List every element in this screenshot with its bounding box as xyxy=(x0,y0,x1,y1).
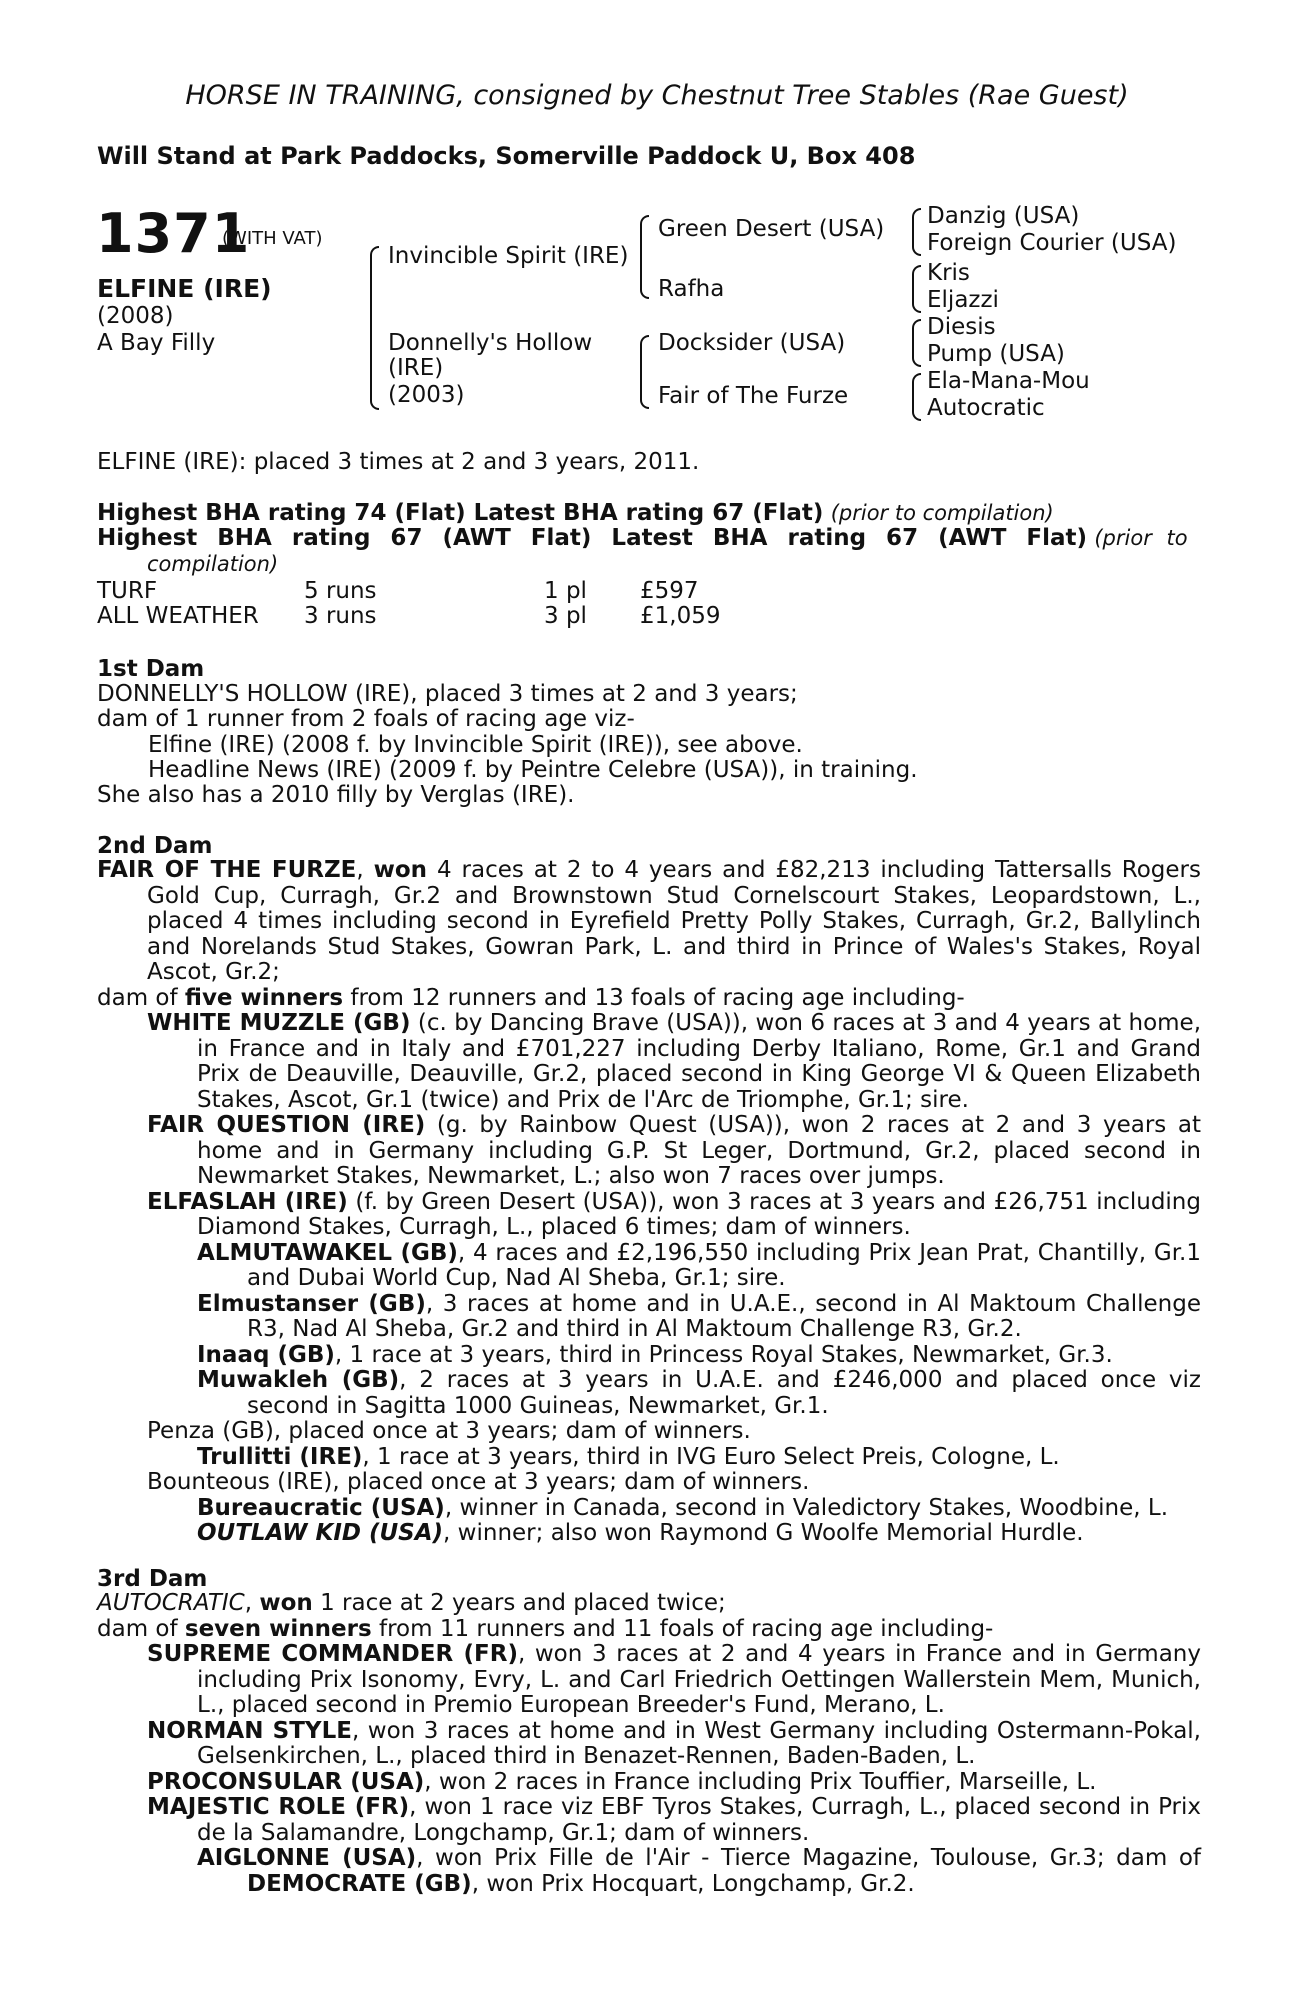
horse-description: A Bay Filly xyxy=(97,330,216,356)
won-label: won xyxy=(259,1590,313,1616)
produce-entry xyxy=(97,1795,1201,1846)
record-placed: 1 pl xyxy=(544,578,587,604)
dam-name: AUTOCRATIC xyxy=(97,1590,245,1616)
produce-entry xyxy=(97,1190,1201,1241)
produce-entry xyxy=(97,1292,1201,1343)
second-dam-produce xyxy=(97,986,1201,1012)
pedigree-ssd: Foreign Courier (USA) xyxy=(927,230,1177,256)
produce-entry xyxy=(97,1113,1201,1190)
produce-name: AIGLONNE (USA) xyxy=(197,1845,417,1871)
first-dam-line: DONNELLY'S HOLLOW (IRE), placed 3 times at 2 and 3 years; xyxy=(97,681,798,707)
third-dam-heading: 3rd Dam xyxy=(97,1566,208,1592)
dam-record-text: 1 race at 2 years and placed twice; xyxy=(312,1590,726,1616)
produce-text: Bounteous (IRE), placed once at 3 years; dam of winners. xyxy=(147,1469,810,1495)
produce-count: seven winners xyxy=(184,1615,372,1642)
produce-name: Trullitti (IRE) xyxy=(197,1443,363,1470)
race-summary: ELFINE (IRE): placed 3 times at 2 and 3 years, 2011. xyxy=(97,449,700,475)
produce-entry xyxy=(97,1343,1201,1369)
produce-entry xyxy=(97,1419,1201,1445)
record-surface: TURF xyxy=(97,578,158,604)
pedigree-brace-1 xyxy=(912,208,921,256)
produce-entry xyxy=(97,1846,1201,1897)
record-earnings: £1,059 xyxy=(640,603,721,629)
produce-text: , winner; also won Raymond G Woolfe Memorial Hurdle. xyxy=(443,1520,1084,1546)
produce-name: DEMOCRATE (GB) xyxy=(247,1870,472,1897)
produce-name: Inaaq (GB) xyxy=(197,1341,335,1368)
rating-awt-text: Highest BHA rating 67 (AWT Flat) Latest BHA rating 67 (AWT Flat) xyxy=(97,525,1088,551)
produce-suffix: from 11 runners and 11 foals of racing age including- xyxy=(371,1615,994,1642)
vat-label: (WITH VAT) xyxy=(222,228,323,249)
pedigree-dds: Ela-Mana-Mou xyxy=(927,368,1090,394)
produce-entry xyxy=(97,1642,1201,1719)
produce-name: Bureaucratic (USA) xyxy=(197,1494,445,1521)
dam-record-text: 4 races at 2 to 4 years and £82,213 including Tattersalls Rogers Gold Cup, Curragh, Gr.2 and Brownstown Stud Cornelscourt Stakes, Leopardstown, L., placed 4 times including second in Eyrefield Pretty Polly Stakes, Curragh, Gr.2, Ballylinch and Norelands Stud Stakes, Gowran Park, L. and third in Prince of Wales's Stakes, Royal Ascot, Gr.2; xyxy=(147,857,1201,985)
pedigree-sss: Danzig (USA) xyxy=(927,203,1080,229)
produce-text: Penza (GB), placed once at 3 years; dam of winners. xyxy=(147,1418,751,1444)
produce-text: , winner in Canada, second in Valedictory Stakes, Woodbine, L. xyxy=(444,1494,1169,1521)
third-dam-section xyxy=(97,1591,1201,1897)
first-dam-line: She also has a 2010 filly by Verglas (IRE). xyxy=(97,782,575,808)
produce-entry xyxy=(97,1770,1201,1796)
produce-entry xyxy=(97,1521,1201,1547)
pedigree-brace-4 xyxy=(912,373,921,421)
produce-text: (f. by Green Desert (USA)), won 3 races at 3 years and £26,751 including Diamond Stakes, Curragh, L., placed 6 times; dam of winners. xyxy=(197,1188,1201,1240)
produce-text: , won 3 races at 2 and 4 years in France and in Germany including Prix Isonomy, Evry, L. and Carl Friedrich Oettingen Wallerstein Mem, Munich, L., placed second in Premio European Breeder's Fund, Merano, L. xyxy=(197,1641,1201,1718)
pedigree-dam-dam: Fair of The Furze xyxy=(658,383,849,409)
produce-name: PROCONSULAR (USA) xyxy=(147,1768,425,1795)
produce-entry xyxy=(97,1496,1201,1522)
produce-entry xyxy=(97,1241,1201,1292)
record-placed: 3 pl xyxy=(544,603,587,629)
first-dam-heading: 1st Dam xyxy=(97,656,205,682)
produce-name: Muwakleh (GB) xyxy=(197,1367,400,1393)
second-dam-heading: 2nd Dam xyxy=(97,833,213,859)
produce-suffix: from 12 runners and 13 foals of racing age including- xyxy=(343,984,965,1011)
pedigree-brace-3 xyxy=(912,319,921,367)
pedigree-ddd: Autocratic xyxy=(927,395,1045,421)
lot-number: 1371 xyxy=(96,202,251,265)
catalogue-title: HORSE IN TRAINING, consigned by Chestnut Tree Stables (Rae Guest) xyxy=(185,80,1129,111)
produce-text: , won Prix Fille de l'Air - Tierce Magazine, Toulouse, Gr.3; dam of xyxy=(416,1845,1202,1871)
produce-text: (c. by Dancing Brave (USA)), won 6 races at 3 and 4 years at home, in France and in Italy and £701,227 including Derby Italiano, Rome, Gr.1 and Grand Prix de Deauville, Deauville, Gr.2, placed second in King George VI & Queen Elizabeth Stakes, Ascot, Gr.1 (twice) and Prix de l'Arc de Triomphe, Gr.1; sire. xyxy=(197,1010,1202,1113)
first-dam-line: dam of 1 runner from 2 foals of racing age viz- xyxy=(97,706,635,732)
produce-entry xyxy=(97,1445,1201,1471)
record-surface: ALL WEATHER xyxy=(97,603,259,629)
pedigree-sdd: Eljazzi xyxy=(927,287,999,313)
pedigree-dam-country: (IRE) xyxy=(388,355,444,381)
third-dam-produce xyxy=(97,1617,1201,1643)
record-runs: 5 runs xyxy=(304,578,377,604)
pedigree-brace-dam xyxy=(640,335,649,409)
first-dam-foal: Headline News (IRE) (2009 f. by Peintre Celebre (USA)), in training. xyxy=(148,757,918,783)
produce-entry xyxy=(97,1470,1201,1496)
pedigree-dam-year: (2003) xyxy=(388,382,465,408)
horse-name: ELFINE (IRE) xyxy=(97,274,272,303)
produce-name: Elmustanser (GB) xyxy=(197,1290,426,1317)
rating-flat-note: (prior to compilation) xyxy=(830,501,1054,525)
produce-name: WHITE MUZZLE (GB) xyxy=(147,1010,411,1036)
produce-entry xyxy=(97,1368,1201,1419)
rating-awt-note: (prior to compilation) xyxy=(147,526,1188,576)
record-runs: 3 runs xyxy=(304,603,377,629)
produce-text: , 4 races and £2,196,550 including Prix Jean Prat, Chantilly, Gr.1 and Dubai World Cup, Nad Al Sheba, Gr.1; sire. xyxy=(247,1239,1201,1291)
produce-name: MAJESTIC ROLE (FR) xyxy=(147,1794,410,1820)
third-dam-record: AUTOCRATIC, won 1 race at 2 years and placed twice; xyxy=(97,1590,726,1616)
produce-entry xyxy=(97,1719,1201,1770)
produce-text: , won Prix Hocquart, Longchamp, Gr.2. xyxy=(471,1870,915,1897)
produce-text: , won 2 races in France including Prix Touffier, Marseille, L. xyxy=(424,1768,1097,1795)
horse-year: (2008) xyxy=(97,303,174,329)
pedigree-dam: Donnelly's Hollow xyxy=(388,330,593,356)
pedigree-dss: Diesis xyxy=(927,314,996,340)
produce-text: , won 1 race viz EBF Tyros Stakes, Curragh, L., placed second in Prix de la Salamandre, Longchamp, Gr.1; dam of winners. xyxy=(197,1794,1201,1846)
produce-entry xyxy=(97,1011,1201,1113)
rating-flat-text: Highest BHA rating 74 (Flat) Latest BHA rating 67 (Flat) xyxy=(97,500,824,526)
produce-text: (g. by Rainbow Quest (USA)), won 2 races at 2 and 3 years at home and in Germany including G.P. St Leger, Dortmund, Gr.2, placed second in Newmarket Stakes, Newmarket, L.; also won 7 races over jumps. xyxy=(197,1112,1201,1189)
produce-text: , 1 race at 3 years, third in IVG Euro Select Preis, Cologne, L. xyxy=(362,1443,1060,1470)
produce-text: , 1 race at 3 years, third in Princess Royal Stakes, Newmarket, Gr.3. xyxy=(334,1341,1113,1368)
produce-name: OUTLAW KID (USA) xyxy=(197,1520,444,1546)
location-line: Will Stand at Park Paddocks, Somerville Paddock U, Box 408 xyxy=(97,142,916,170)
produce-text: , 2 races at 3 years in U.A.E. and £246,000 and placed once viz second in Sagitta 1000 Guineas, Newmarket, Gr.1. xyxy=(247,1367,1201,1419)
produce-prefix: dam of xyxy=(97,1615,185,1642)
second-dam-section xyxy=(97,858,1201,1547)
pedigree-sire-sire: Green Desert (USA) xyxy=(658,216,885,242)
produce-count: five winners xyxy=(184,984,344,1011)
produce-name: NORMAN STYLE xyxy=(147,1717,352,1744)
pedigree-sire-dam: Rafha xyxy=(658,276,725,302)
pedigree-sds: Kris xyxy=(927,260,970,286)
produce-name: ELFASLAH (IRE) xyxy=(147,1188,348,1215)
won-label: won xyxy=(373,857,428,883)
produce-name: ALMUTAWAKEL (GB) xyxy=(197,1239,458,1266)
pedigree-dsd: Pump (USA) xyxy=(927,341,1065,367)
produce-name: FAIR QUESTION (IRE) xyxy=(147,1112,426,1138)
rating-awt xyxy=(97,526,1201,577)
second-dam-record: FAIR OF THE FURZE, won 4 races at 2 to 4 years and £82,213 including Tattersalls Rogers Gold Cup, Curragh, Gr.2 and Brownstown Stud Cornelscourt Stakes, Leopardstown, L., placed 4 times including second in Eyrefield Pretty Polly Stakes, Curragh, Gr.2, Ballylinch and Norelands Stud Stakes, Gowran Park, L. and third in Prince of Wales's Stakes, Royal Ascot, Gr.2; xyxy=(97,857,1201,985)
produce-text: , won 3 races at home and in West Germany including Ostermann-Pokal, Gelsenkirchen, L., placed third in Benazet-Rennen, Baden-Baden, L. xyxy=(197,1717,1201,1769)
record-earnings: £597 xyxy=(640,578,699,604)
rating-flat xyxy=(97,500,1054,526)
pedigree-brace-sire xyxy=(640,215,649,299)
pedigree-dam-sire: Docksider (USA) xyxy=(658,330,846,356)
produce-name: SUPREME COMMANDER (FR) xyxy=(147,1641,518,1667)
pedigree-brace-2 xyxy=(912,265,921,313)
dam-name: FAIR OF THE FURZE xyxy=(97,857,357,883)
produce-text: , 3 races at home and in U.A.E., second in Al Maktoum Challenge R3, Nad Al Sheba, Gr.2 and third in Al Maktoum Challenge R3, Gr.2. xyxy=(247,1290,1201,1342)
produce-prefix: dam of xyxy=(97,984,185,1011)
pedigree-sire: Invincible Spirit (IRE) xyxy=(388,243,629,269)
pedigree-brace-main xyxy=(370,246,379,410)
first-dam-foal: Elfine (IRE) (2008 f. by Invincible Spirit (IRE)), see above. xyxy=(148,732,803,758)
